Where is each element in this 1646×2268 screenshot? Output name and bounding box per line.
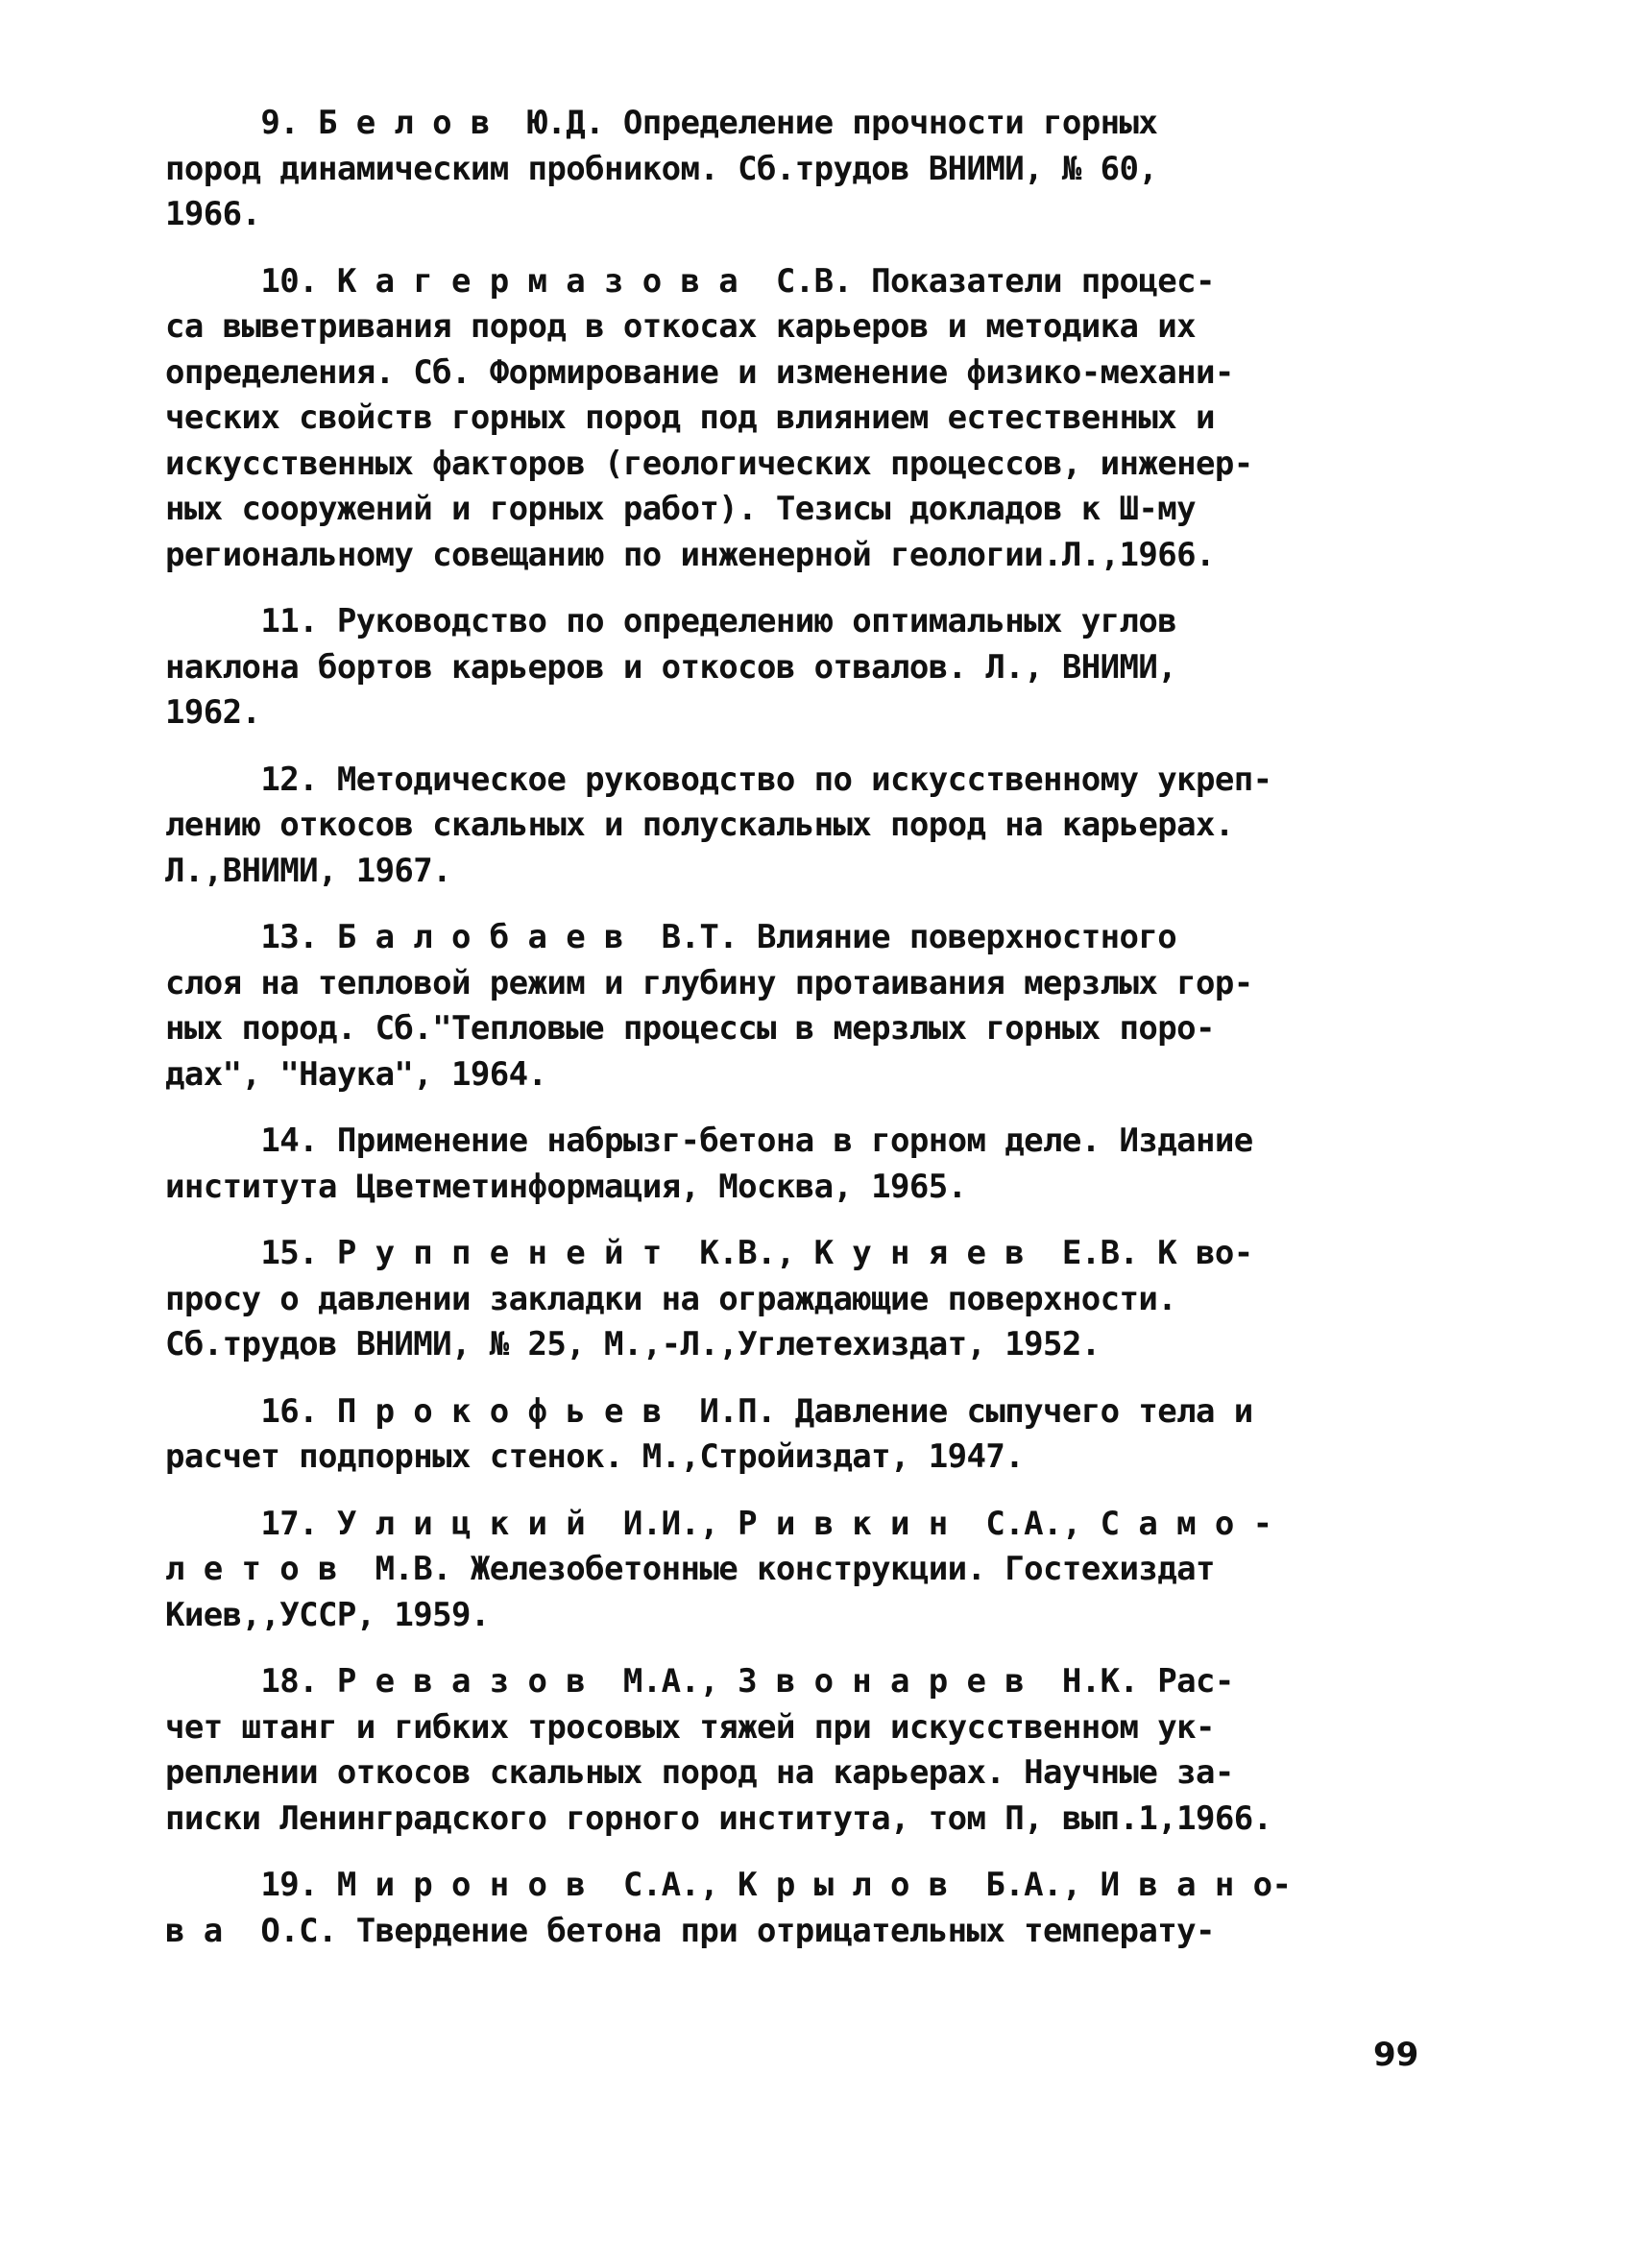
text-line: дах", "Наука", 1964.: [165, 1054, 547, 1094]
text-line: расчет подпорных стенок. М.,Стройиздат, 1947.: [165, 1437, 1025, 1476]
text-line: просу о давлении закладки на ограждающие поверхности.: [165, 1279, 1177, 1318]
text-line: 12. Методическое руководство по искусственному укреп-: [165, 760, 1272, 799]
page-number: 99: [1373, 2036, 1419, 2074]
document-body: [165, 101, 1490, 1975]
reference-entry-16: [165, 1389, 1490, 1481]
text-line: 19. М и р о н о в С.А., К р ы л о в Б.А., И в а н о-: [165, 1866, 1292, 1904]
text-line: пород динамическим пробником. Сб.трудов ВНИМИ, № 60,: [165, 149, 1158, 188]
text-line: 13. Б а л о б а е в В.Т. Влияние поверхностного: [165, 918, 1177, 956]
text-line: писки Ленинградского горного института, том П, вып.1,1966.: [165, 1798, 1272, 1838]
text-line: 11. Руководство по определению оптимальных углов: [165, 602, 1177, 640]
text-line: Л.,ВНИМИ, 1967.: [165, 851, 452, 890]
text-line: 9. Б е л о в Ю.Д. Определение прочности горных: [165, 104, 1158, 142]
text-line: наклона бортов карьеров и откосов отвалов. Л., ВНИМИ,: [165, 647, 1177, 687]
text-line: института Цветметинформация, Москва, 1965.: [165, 1167, 967, 1206]
reference-entry-11: [165, 599, 1490, 736]
text-line: са выветривания пород в откосах карьеров и методика их: [165, 307, 1196, 346]
text-line: 10. К а г е р м а з о в а С.В. Показатели процес-: [165, 261, 1215, 301]
reference-entry-19: [165, 1863, 1490, 1954]
text-line: искусственных факторов (геологических процессов, инженер-: [165, 444, 1253, 483]
text-line: региональному совещанию по инженерной геологии.Л.,1966.: [165, 535, 1215, 574]
reference-entry-14: [165, 1119, 1490, 1210]
text-line: л е т о в М.В. Железобетонные конструкции. Гостехиздат: [165, 1550, 1215, 1588]
reference-entry-17: [165, 1502, 1490, 1639]
text-line: в а О.С. Твердение бетона при отрицательных температу-: [165, 1911, 1215, 1950]
text-line: ных пород. Сб."Тепловые процессы в мерзлых горных поро-: [165, 1009, 1215, 1048]
text-line: Сб.трудов ВНИМИ, № 25, М.,-Л.,Углетехиздат, 1952.: [165, 1325, 1101, 1363]
reference-entry-9: [165, 101, 1490, 238]
text-line: 16. П р о к о ф ь е в И.П. Давление сыпучего тела и: [165, 1391, 1253, 1431]
text-line: чет штанг и гибких тросовых тяжей при искусственном ук-: [165, 1707, 1215, 1747]
text-line: 18. Р е в а з о в М.А., З в о н а р е в Н.К. Рас-: [165, 1662, 1234, 1701]
text-line: реплении откосов скальных пород на карьерах. Научные за-: [165, 1753, 1234, 1792]
text-line: ных сооружений и горных работ). Тезисы докладов к Ш-му: [165, 490, 1196, 528]
reference-entry-13: [165, 915, 1490, 1098]
text-line: 15. Р у п п е н е й т К.В., К у н я е в Е.В. К во-: [165, 1234, 1253, 1272]
reference-entry-10: [165, 259, 1490, 579]
text-line: 14. Применение набрызг-бетона в горном деле. Издание: [165, 1122, 1253, 1160]
text-line: определения. Сб. Формирование и изменение физико-механи-: [165, 352, 1234, 392]
reference-entry-18: [165, 1659, 1490, 1842]
text-line: Киев,,УССР, 1959.: [165, 1595, 490, 1634]
text-line: 1966.: [165, 195, 261, 233]
reference-entry-15: [165, 1231, 1490, 1368]
text-line: 17. У л и ц к и й И.И., Р и в к и н С.А., С а м о -: [165, 1504, 1272, 1543]
text-line: 1962.: [165, 693, 261, 732]
text-line: лению откосов скальных и полускальных пород на карьерах.: [165, 806, 1234, 844]
text-line: ческих свойств горных пород под влиянием естественных и: [165, 398, 1215, 437]
text-line: слоя на тепловой режим и глубину протаивания мерзлых гор-: [165, 963, 1253, 1002]
reference-entry-12: [165, 758, 1490, 895]
